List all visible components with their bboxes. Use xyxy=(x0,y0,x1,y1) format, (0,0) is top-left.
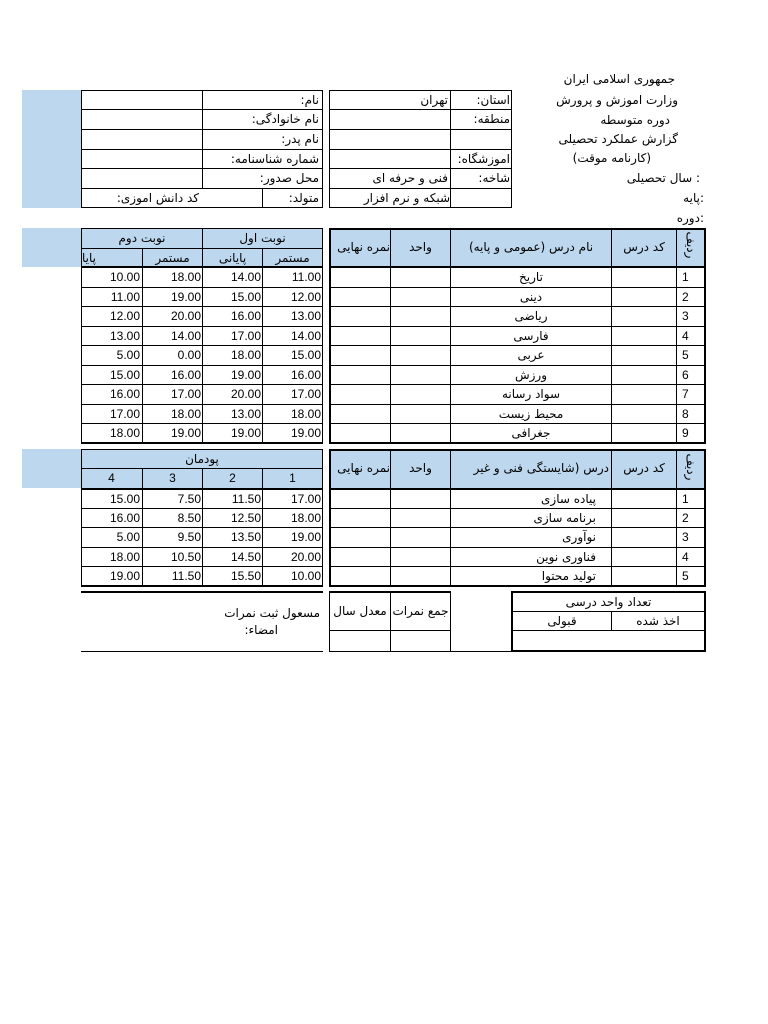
gen-row-score: 19.00 xyxy=(230,426,261,440)
tech-row-score: 7.50 xyxy=(177,492,201,506)
gen-row-score: 18.00 xyxy=(290,407,321,421)
gen-row-score: 14.00 xyxy=(230,270,261,284)
tech-row-score: 9.50 xyxy=(177,530,201,544)
gen-row-score: 19.00 xyxy=(230,368,261,382)
gen-row-number: 6 xyxy=(682,368,689,382)
year-avg-label: معدل سال xyxy=(333,604,387,618)
gen-col-final: نمره نهایی xyxy=(337,240,390,254)
gen-row-score: 19.00 xyxy=(170,426,201,440)
gen-sub-cont1: مستمر xyxy=(275,251,310,265)
gen-row-score: 14.00 xyxy=(170,329,201,343)
gen-row-score: 17.00 xyxy=(290,387,321,401)
tech-row-number: 2 xyxy=(682,511,689,525)
id-label: :شماره شناسنامه xyxy=(230,152,319,166)
tech-row-name: پیاده سازی xyxy=(541,492,596,506)
tech-col-unit: واحد xyxy=(409,461,432,475)
info-left-shade xyxy=(22,90,81,208)
tech-row-score: 5.00 xyxy=(116,530,140,544)
gen-row-name: تاریخ xyxy=(519,270,543,284)
gen-row-score: 13.00 xyxy=(109,329,140,343)
school-label: :اموزشگاه xyxy=(457,152,510,166)
tech-row-score: 15.00 xyxy=(109,492,140,506)
gen-row-number: 9 xyxy=(682,426,689,440)
gen-row-score: 16.00 xyxy=(290,368,321,382)
gen-row-score: 0.00 xyxy=(177,348,201,362)
gen-row-name: محیط زیست xyxy=(498,407,564,421)
course-label: دوره: xyxy=(676,211,704,225)
tech-row-number: 3 xyxy=(682,530,689,544)
gen-row-score: 20.00 xyxy=(230,387,261,401)
gen-row-score: 15.00 xyxy=(290,348,321,362)
gen-row-score: 19.00 xyxy=(170,290,201,304)
units-taken: اخذ شده xyxy=(636,614,680,628)
tech-sub-1: 1 xyxy=(289,471,296,485)
gen-row-number: 4 xyxy=(682,329,689,343)
tech-row-number: 4 xyxy=(682,550,689,564)
tech-row-score: 16.00 xyxy=(109,511,140,525)
tech-row-score: 11.50 xyxy=(171,569,201,583)
units-passed: قبولی xyxy=(547,614,577,628)
gen-row-name: ورزش xyxy=(514,368,548,382)
branch-value: فنی و حرفه ای xyxy=(372,171,448,185)
gen-row-score: 15.00 xyxy=(230,290,261,304)
gen-sub-final2: پایا xyxy=(82,251,96,265)
gen-col-name: نام درس (عمومی و پایه) xyxy=(468,240,594,254)
province-value: تهران xyxy=(420,93,448,107)
gen-row-score: 19.00 xyxy=(290,426,321,440)
tech-row-number: 1 xyxy=(682,492,689,506)
gen-col-code: کد درس xyxy=(623,240,665,254)
header-line2: وزارت اموزش و پرورش xyxy=(556,93,678,107)
tech-row-score: 10.00 xyxy=(290,569,321,583)
gen-row-score: 12.00 xyxy=(290,290,321,304)
gen-row-score: 13.00 xyxy=(290,309,321,323)
gen-row-number: 5 xyxy=(682,348,689,362)
region-label: :منطقه xyxy=(473,112,510,126)
total-scores-label: جمع نمرات xyxy=(392,604,449,618)
issue-label: :محل صدور xyxy=(259,171,319,185)
tech-row-name: فناوری نوین xyxy=(536,550,596,564)
gen-row-score: 12.00 xyxy=(109,309,140,323)
header-line4: گزارش عملکرد تحصیلی xyxy=(558,132,678,146)
gen-row-name: فارسی xyxy=(513,329,549,343)
gen-row-score: 11.00 xyxy=(291,270,321,284)
gen-row-score: 5.00 xyxy=(116,348,140,362)
gen-row-number: 2 xyxy=(682,290,689,304)
father-label: :نام پدر xyxy=(281,132,319,146)
tech-row-score: 19.00 xyxy=(109,569,140,583)
tech-col-code: کد درس xyxy=(623,461,665,475)
gen-row-score: 18.00 xyxy=(170,407,201,421)
gen-col-row: ردیف xyxy=(684,231,698,259)
gen-row-score: 14.00 xyxy=(290,329,321,343)
gen-row-score: 17.00 xyxy=(230,329,261,343)
signature-label: :امضاء xyxy=(244,623,278,637)
branch-label: :شاخه xyxy=(478,171,510,185)
birth-label: :متولد xyxy=(288,191,319,205)
gen-row-score: 18.00 xyxy=(170,270,201,284)
province-label: :استان xyxy=(476,93,510,107)
gen-term1: نوبت اول xyxy=(239,231,286,245)
registrar-label: مسعول ثبت نمرات xyxy=(224,606,320,620)
tech-row-score: 17.00 xyxy=(290,492,321,506)
tech-row-score: 12.50 xyxy=(230,511,261,525)
gen-row-score: 20.00 xyxy=(170,309,201,323)
gen-row-score: 10.00 xyxy=(109,270,140,284)
gen-row-name: ریاضی xyxy=(514,309,548,323)
tech-row-score: 18.00 xyxy=(290,511,321,525)
tech-col-final: نمره نهایی xyxy=(337,461,390,475)
gen-row-score: 16.00 xyxy=(170,368,201,382)
field-value: شبکه و نرم افزار xyxy=(363,191,450,205)
tech-row-name: برنامه سازی xyxy=(533,511,596,525)
gen-sub-cont2: مستمر xyxy=(155,251,190,265)
units-title: تعداد واحد درسی xyxy=(565,595,652,609)
gen-row-score: 17.00 xyxy=(170,387,201,401)
gen-row-score: 17.00 xyxy=(109,407,140,421)
tech-row-name: نوآوری xyxy=(562,530,596,544)
header-line1: جمهوری اسلامی ایران xyxy=(563,72,675,86)
tech-sub-3: 3 xyxy=(169,471,176,485)
gen-row-score: 15.00 xyxy=(109,368,140,382)
gen-row-name: سواد رسانه xyxy=(501,387,561,401)
gen-row-number: 1 xyxy=(682,270,689,284)
family-label: :نام خانوادگی xyxy=(251,112,319,126)
tech-row-score: 15.50 xyxy=(230,569,261,583)
tech-row-score: 10.50 xyxy=(170,550,201,564)
tech-row-score: 11.50 xyxy=(231,492,261,506)
tech-row-score: 20.00 xyxy=(290,550,321,564)
year-label: سال تحصیلی : xyxy=(626,171,700,185)
gen-row-number: 3 xyxy=(682,309,689,323)
gen-row-name: جغرافی xyxy=(511,426,551,440)
tech-row-score: 8.50 xyxy=(177,511,201,525)
tech-col-name: درس (شایستگی فنی و غیر xyxy=(473,461,609,475)
tech-row-number: 5 xyxy=(682,569,689,583)
tech-row-score: 14.50 xyxy=(230,550,261,564)
gen-row-number: 8 xyxy=(682,407,689,421)
gen-col-unit: واحد xyxy=(409,240,432,254)
tech-group: پودمان xyxy=(185,452,219,466)
gen-row-score: 18.00 xyxy=(109,426,140,440)
gen-row-score: 16.00 xyxy=(109,387,140,401)
student-code-label: :کد دانش اموزی xyxy=(116,191,199,205)
tech-col-row: ردیف xyxy=(684,453,698,481)
gen-term2: نوبت دوم xyxy=(118,231,166,245)
gen-row-score: 13.00 xyxy=(230,407,261,421)
gen-row-number: 7 xyxy=(682,387,689,401)
tech-row-score: 18.00 xyxy=(109,550,140,564)
gen-row-score: 11.00 xyxy=(110,290,140,304)
gen-row-score: 18.00 xyxy=(230,348,261,362)
tech-sub-2: 2 xyxy=(229,471,236,485)
gen-sub-final1: پایانی xyxy=(218,251,247,265)
gen-row-name: عربی xyxy=(517,348,545,362)
tech-row-score: 13.50 xyxy=(230,530,261,544)
header-line5: (کارنامه موقت) xyxy=(572,151,651,165)
gen-row-score: 16.00 xyxy=(230,309,261,323)
grade-label: پایه: xyxy=(683,191,704,205)
tech-row-name: تولید محتوا xyxy=(541,569,596,583)
header-line3: دوره متوسطه xyxy=(600,113,670,127)
name-label: :نام xyxy=(300,93,319,107)
tech-sub-4: 4 xyxy=(108,471,115,485)
gen-row-name: دینی xyxy=(519,290,543,304)
tech-row-score: 19.00 xyxy=(290,530,321,544)
